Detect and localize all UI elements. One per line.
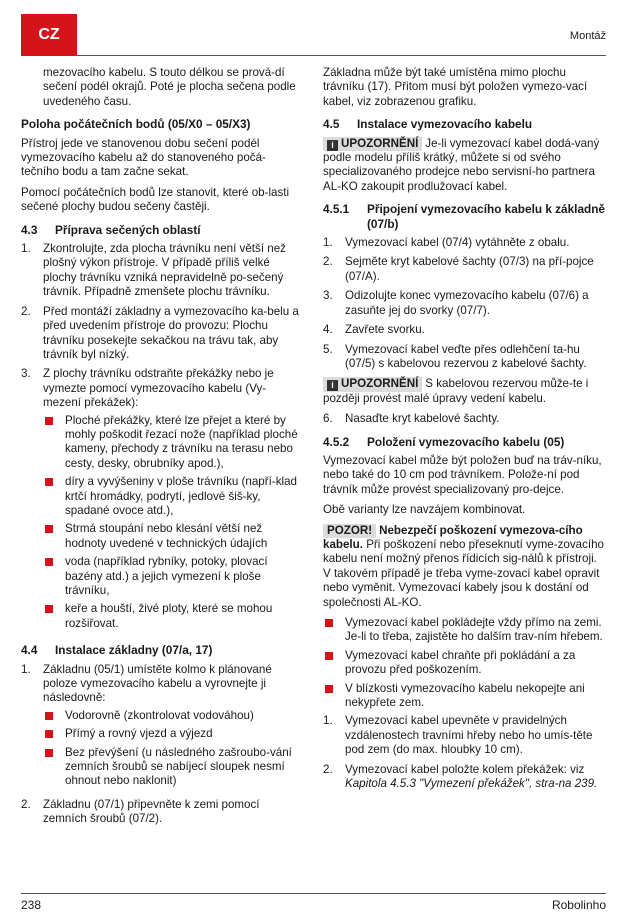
obstacle-bullets: [43, 414, 302, 632]
notice-1: i UPOZORNĚNÍ Je-li vymezovací kabel dodá-vaný podle modelu příliš krátký, můžete si od svého specializovaného prodejce nebo servisní-ho partnera AL-KO zakoupit prodlužovací kabel.: [323, 136, 600, 193]
list-item: 1. Zkontrolujte, zda plocha trávníku není větší než plošný výkon přístroje. V případě příliš velké plochy trávníku vzniká nepravidelně po-sečený trávník. Případně zmenšete plochu trávníku.: [21, 242, 286, 299]
right-column: [323, 66, 606, 797]
warning-badge: POZOR!: [323, 524, 376, 538]
list-item: 1. Vymezovací kabel upevněte v pravidelných vzdálenostech travními hřeby nebo ho umís-těte pod zem (do max. hloubky 10 cm).: [323, 714, 593, 757]
bullet-item: Vodorovně (zkontrolovat vodováhou): [43, 709, 302, 723]
list-item: 2. Sejměte kryt kabelové šachty (07/3) na pří-pojce (07/A).: [323, 255, 594, 283]
footer-brand: Robolinho: [551, 898, 606, 912]
section-4-5-1-list-cont: [323, 412, 606, 426]
continued-text: mezovacího kabelu. S touto délkou se prová-dí sečení podél okrajů. Poté je plocha sečena podle uvedeného času.: [43, 66, 296, 108]
start-points-paragraph-1: Přístroj jede ve stanovenou dobu sečení podél vymezovacího kabelu až do stanoveného počá-tečního bodu a tam začne sekat.: [21, 136, 266, 179]
left-column: [21, 66, 302, 833]
bullet-item: Bez převýšení (u následného zašroubo-vání zemních šroubů se nabíjecí sloupek nesmí ohnout nebo naklonit): [43, 746, 302, 789]
base-bullets: [43, 709, 302, 789]
section-4-5-1-heading: 4.5.1 Připojení vymezovacího kabelu k základně (07/b): [323, 202, 605, 231]
list-item: 6. Nasaďte kryt kabelové šachty.: [323, 412, 500, 426]
language-tab: CZ: [21, 14, 77, 56]
info-icon: i: [327, 380, 338, 391]
bullet-item: keře a houští, živé ploty, které se mohou rozšiřovat.: [43, 602, 302, 631]
section-4-5-1-list: [323, 236, 606, 371]
page-number: 238: [21, 898, 42, 912]
section-4-3-list: [21, 242, 302, 635]
cable-laying-paragraph-2: Obě varianty lze navzájem kombinovat.: [323, 503, 526, 517]
chapter-reference: Kapitola 4.5.3 "Vymezení překážek", stra-na 239.: [345, 777, 598, 791]
header-divider: [77, 55, 606, 56]
list-item: 2. Základnu (07/1) připevněte k zemi pomocí zemních šroubů (07/2).: [21, 797, 260, 826]
list-item: 3. Z plochy trávníku odstraňte překážky nebo je vymezte pomocí vymezovacího kabelu (Vy-mezení překážek): Ploché překážky, které lze přejet a které by mohly poškodit řezací nože (například ploché kameny, přechody z trávníku na terasu nebo cesty, desky, obrubníky apod.), díry a vyvýšeniny v ploše trávníku (napří-klad krtčí hromádky, podrytí, jedlové šiš-ky, spadané ovoce atd.), Strmá stoupání nebo klesání větší než hodnoty uvedené v technických údajích voda (například rybníky, potoky, plovací bazény atd.) a jejich vymezení k ploše trávníku, keře a houští, živé ploty, které se mohou rozšiřovat.: [21, 367, 302, 635]
list-item: 2. Před montáží základny a vymezovacího ka-belu a před uvedením přístroje do provozu: Plochu trávníku posekejte sekačkou na trávu tak, aby trávník byl nízký.: [21, 304, 299, 361]
section-4-4-list: [21, 663, 302, 827]
bullet-item: V blízkosti vymezovacího kabelu nekopejte ani nekypřete zem.: [323, 682, 606, 711]
list-item: 2. Vymezovací kabel položte kolem překážek: viz Kapitola 4.5.3 "Vymezení překážek", stra-na 239.: [323, 762, 598, 791]
bullet-item: Vymezovací kabel chraňte při pokládání a za provozu před poškozením.: [323, 649, 606, 678]
section-4-5-2-heading: 4.5.2 Položení vymezovacího kabelu (05): [323, 434, 565, 449]
section-4-4-heading: 4.4 Instalace základny (07/a, 17): [21, 643, 213, 658]
bullet-item: díry a vyvýšeniny v ploše trávníku (napří-klad krtčí hromádky, podrytí, jedlové šiš-ky, spadané ovoce atd.),: [43, 475, 302, 518]
bullet-item: Strmá stoupání nebo klesání větší než hodnoty uvedené v technických údajích: [43, 522, 302, 551]
warning-bullets: [323, 616, 606, 710]
info-icon: i: [327, 140, 338, 151]
cable-laying-paragraph-1: Vymezovací kabel může být položen buď na tráv-níku, nebo také do 10 cm pod trávníkem. Polože-ní pod trávník může provést specializovaný pro-dejce.: [323, 453, 602, 496]
list-item: 4. Zavřete svorku.: [323, 323, 425, 337]
bullet-item: Ploché překážky, které lze přejet a které by mohly poškodit řezací nože (například ploché kameny, přechody z trávníku na terasu nebo cesty, desky, obrubníky apod.),: [43, 414, 302, 472]
bullet-item: voda (například rybníky, potoky, plovací bazény atd.) a jejich vymezení k ploše trávníku,: [43, 555, 302, 598]
list-item: 1. Vymezovací kabel (07/4) vytáhněte z obalu.: [323, 236, 570, 250]
warning-block: POZOR! Nebezpečí poškození vymezova-cího kabelu. Při poškození nebo přeseknutí vyme-zovacího kabelu není možný přenos řídicích sig-nálů k přístroji. V takovém případě je třeba vyme-zovací kabel opravit nebo vyměnit. Vymezovací kabely jsou k dostání od společnosti AL-KO.: [323, 523, 604, 609]
start-points-paragraph-2: Pomocí počátečních bodů lze stanovit, které ob-lasti sečené plochy budou sečeny častěji.: [21, 185, 290, 214]
list-item: 1. Základnu (05/1) umístěte kolmo k plánované poloze vymezovacího kabelu a vyrovnejte ji následovně: Vodorovně (zkontrolovat vodováhou) Přímý a rovný vjezd a výjezd Bez převýšení (u následného zašroubo-vání zemních šroubů se nabíjecí sloupek nesmí ohnout nebo naklonit): [21, 663, 302, 793]
bullet-item: Vymezovací kabel pokládejte vždy přímo na zemi. Je-li to třeba, zajistěte ho dalším trav-ním hřebem.: [323, 616, 606, 645]
list-item: 3. Odizolujte konec vymezovacího kabelu (07/6) a zasuňte jej do svorky (07/7).: [323, 289, 589, 317]
notice-2: i UPOZORNĚNÍ S kabelovou rezervou může-te i později provést malé úpravy vedení kabelu.: [323, 377, 589, 405]
start-points-heading: Poloha počátečních bodů (05/X0 – 05/X3): [21, 117, 251, 132]
list-item: 5. Vymezovací kabel veďte přes odlehčení ta-hu (07/5) s kabelovou rezervou z kabelové šachty.: [323, 342, 587, 370]
section-4-3-heading: 4.3 Příprava sečených oblastí: [21, 222, 201, 237]
header-section-title: Montáž: [569, 30, 606, 42]
section-4-5-2-list: [323, 714, 606, 791]
base-outside-paragraph: Základna může být také umístěna mimo plochu trávníku (17). Přitom musí být položen vymezo-vací kabel, viz zobrazenou grafiku.: [323, 66, 588, 108]
footer-divider: [21, 893, 606, 894]
section-4-5-heading: 4.5 Instalace vymezovacího kabelu: [323, 117, 533, 132]
notice-badge: i UPOZORNĚNÍ: [323, 377, 422, 391]
notice-badge: i UPOZORNĚNÍ: [323, 137, 422, 151]
bullet-item: Přímý a rovný vjezd a výjezd: [43, 727, 302, 741]
